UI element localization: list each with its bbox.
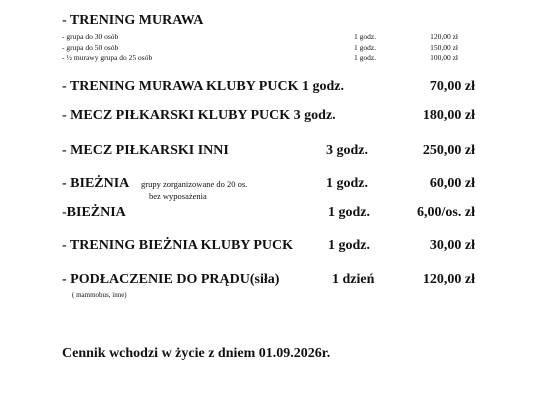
row-label: - PODŁACZENIE DO PRĄDU(siła) [62,272,280,287]
row-label: - MECZ PIŁKARSKI KLUBY PUCK 3 godz. [62,108,336,123]
row-note: ( mammobus, inne) [72,291,127,299]
row-duration: 1 godz. [328,205,370,220]
sub-item-duration: 1 godz. [354,32,377,41]
row-label: - MECZ PIŁKARSKI INNI [62,143,229,158]
row-label: - TRENING BIEŻNIA KLUBY PUCK [62,238,294,253]
row-price: 6,00/os. zł [417,205,475,220]
sub-item-price: 100,00 zł [430,53,458,62]
row-label: - BIEŻNIA [62,176,130,191]
row-label: -BIEŻNIA [62,205,126,220]
sub-item-duration: 1 godz. [354,43,377,52]
row-price: 70,00 zł [429,79,475,94]
sub-item-duration: 1 godz. [354,53,377,62]
row-label: - TRENING MURAWA KLUBY PUCK 1 godz. [62,79,344,94]
row-duration: 1 godz. [328,238,370,253]
section-heading-murawa: - TRENING MURAWA [62,13,204,28]
effective-date-note: Cennik wchodzi w życie z dniem 01.09.2026r. [62,346,331,361]
sub-item-price: 150,00 zł [430,43,458,52]
row-note: grupy zorganizowane do 20 os. [141,179,248,189]
row-price: 60,00 zł [429,176,475,191]
row-duration: 3 godz. [326,143,368,158]
sub-item-label: - grupa do 50 osób [62,43,119,52]
row-duration: 1 dzień [332,272,375,287]
sub-item-label: - ½ murawy grupa do 25 osób [62,53,153,62]
row-duration: 1 godz. [326,176,368,191]
row-price: 120,00 zł [422,272,475,287]
row-note: bez wyposażenia [149,191,207,201]
row-price: 30,00 zł [429,238,475,253]
row-price: 250,00 zł [422,143,475,158]
sub-item-price: 120,00 zł [430,32,458,41]
sub-item-label: - grupa do 30 osób [62,32,119,41]
row-price: 180,00 zł [422,108,475,123]
